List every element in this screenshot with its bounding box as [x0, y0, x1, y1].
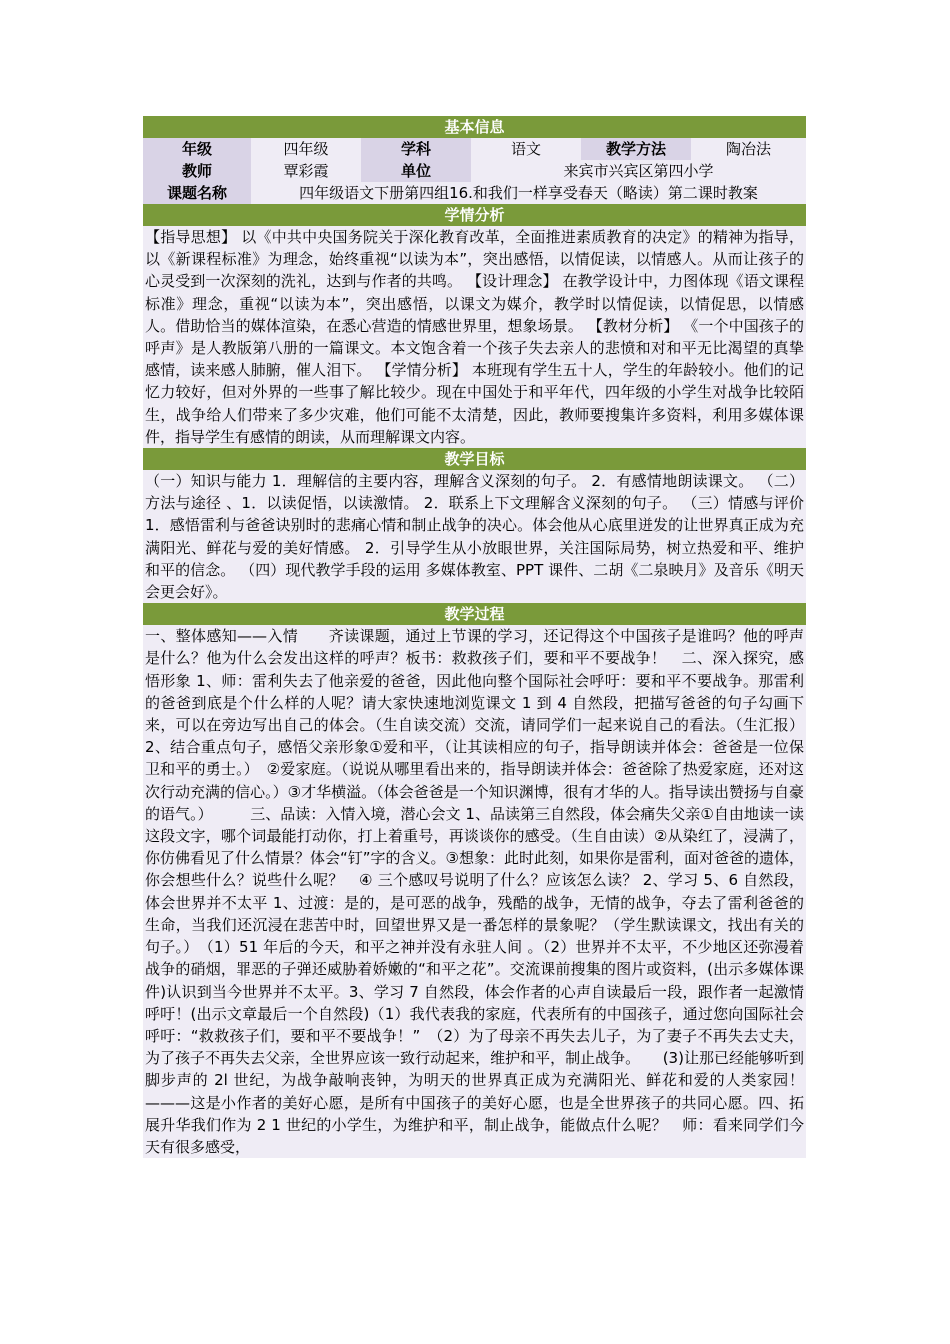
subject-label: 学科: [361, 138, 471, 160]
course-value: 四年级语文下册第四组16.和我们一样享受春天（略读）第二课时教案: [251, 182, 806, 204]
section-header-analysis: 学情分析: [143, 204, 806, 226]
analysis-text: 【指导思想】 以《中共中央国务院关于深化教育改革，全面推进素质教育的决定》的精神为指导，以《新课程标准》为理念，始终重视“以读为本”，突出感悟，以情促读，以情感人。从而让孩子的心灵受到一次深刻的洗礼，达到与作者的共鸣。 【设计理念】 在教学设计中，力图体现《语文课程标准》理念，重视“以读为本”，突出感悟，以课文为媒介，教学时以情促读，以情促思，以情感人。借助恰当的媒体渲染，在悉心营造的情感世界里，想象场景。 【教材分析】 《一个中国孩子的呼声》是人教版第八册的一篇课文。本文饱含着一个孩子失去亲人的悲愤和对和平无比渴望的真挚感情，读来感人肺腑，催人泪下。 【学情分析】 本班现有学生五十人，学生的年龄较小。他们的记忆力较好，但对外界的一些事了解比较少。现在中国处于和平年代，四年级的小学生对战争比较陌生，战争给人们带来了多少灾难，他们可能不太清楚，因此，教师要搜集许多资料，利用多媒体课件，指导学生有感情的朗读，从而理解课文内容。: [145, 228, 804, 446]
basic-info-row: [143, 182, 806, 204]
section-header-goals: 教学目标: [143, 448, 806, 470]
basic-info-row: [143, 160, 806, 182]
subject-value: 语文: [471, 138, 581, 160]
teacher-value: 覃彩霞: [251, 160, 361, 182]
grade-value: 四年级: [251, 138, 361, 160]
goals-text: （一）知识与能力 1．理解信的主要内容，理解含义深刻的句子。 2．有感情地朗读课文。 （二）方法与途径 、1．以读促悟，以读激情。 2．联系上下文理解含义深刻的句子。 （三）情感与评价 1．感悟雷利与爸爸诀别时的悲痛心情和制止战争的决心。体会他从心底里迸发的让世界真正成为充满阳光、鲜花与爱的美好情感。 2．引导学生从小放眼世界，关注国际局势，树立热爱和平、维护和平的信念。 （四）现代教学手段的运用 多媒体教室、PPT 课件、二胡《二泉映月》及音乐《明天会更会好》。: [145, 472, 804, 602]
process-content: [143, 625, 820, 1158]
basic-info-table: [143, 138, 806, 204]
method-label: 教学方法: [581, 138, 691, 160]
course-label: 课题名称: [143, 182, 251, 204]
analysis-content: [143, 226, 806, 448]
section-header-process: 教学过程: [143, 603, 806, 625]
unit-value: 来宾市兴宾区第四小学: [471, 160, 806, 182]
process-text: 一、整体感知——入情 齐读课题，通过上节课的学习，还记得这个中国孩子是谁吗？他的呼声是什么？他为什么会发出这样的呼声？板书：救救孩子们，要和平不要战争！ 二、深入探究，感悟形象 1、师：雷利失去了他亲爱的爸爸，因此他向整个国际社会呼吁：要和平不要战争。那雷利的爸爸到底是个什么样的人呢？请大家快速地浏览课文 1 到 4 自然段，把描写爸爸的句子勾画下来，可以在旁边写出自己的体会。（生自读交流）交流，请同学们一起来说自己的看法。（生汇报）2、结合重点句子，感悟父亲形象①爱和平，（让其读相应的句子，指导朗读并体会：爸爸是一位保卫和平的勇士。） ②爱家庭。（说说从哪里看出来的，指导朗读并体会：爸爸除了热爱家庭，还对这次行动充满的信心。）③才华横溢。（体会爸爸是一个知识渊博，很有才华的人。指导读出赞扬与自豪的语气。） 三、品读：入情入境，潜心会文 1、品读第三自然段，体会痛失父亲①自由地读一读这段文字，哪个词最能打动你，打上着重号，再谈谈你的感受。（生自由读）②从染红了，浸满了，你仿佛看见了什么情景？体会“钉”字的含义。③想象：此时此刻，如果你是雷利，面对爸爸的遗体，你会想些什么？说些什么呢？ ④ 三个感叹号说明了什么？应该怎么读？ 2、学习 5、6 自然段，体会世界并不太平 1、过渡：是的，是可恶的战争，残酷的战争，无情的战争，夺去了雷利爸爸的生命，当我们还沉浸在悲苦中时，回望世界又是一番怎样的景象呢？（学生默读课文，找出有关的句子。） （1）51 年后的今天，和平之神并没有永驻人间 。（2）世界并不太平，不少地区还弥漫着战争的硝烟，罪恶的子弹还威胁着娇嫩的“和平之花”。交流课前搜集的图片或资料，(出示多媒体课件)认识到当今世界并不太平。3、学习 7 自然段，体会作者的心声自读最后一段，跟作者一起激情呼吁！(出示文章最后一个自然段)（1）我代表我的家庭，代表所有的中国孩子，通过您向国际社会呼吁：“救救孩子们，要和平不要战争！” （2）为了母亲不再失去儿子，为了妻子不再失去丈夫，为了孩子不再失去父亲，全世界应该一致行动起来，维护和平，制止战争。 (3)让那已经能够听到脚步声的 2l 世纪，为战争敲响丧钟，为明天的世界真正成为充满阳光、鲜花和爱的人类家园！ ———这是小作者的美好心愿，是所有中国孩子的美好心愿，也是全世界孩子的共同心愿。四、拓展升华我们作为 2 1 世纪的小学生，为维护和平，制止战争，能做点什么呢？ 师：看来同学们今天有很多感受，: [145, 627, 820, 1156]
grade-label: 年级: [143, 138, 251, 160]
goals-content: [143, 470, 806, 603]
teacher-label: 教师: [143, 160, 251, 182]
unit-label: 单位: [361, 160, 471, 182]
section-header-basic-info: 基本信息: [143, 116, 806, 138]
lesson-plan-document: [143, 116, 820, 1158]
method-value: 陶冶法: [691, 138, 806, 160]
basic-info-row: [143, 138, 806, 160]
